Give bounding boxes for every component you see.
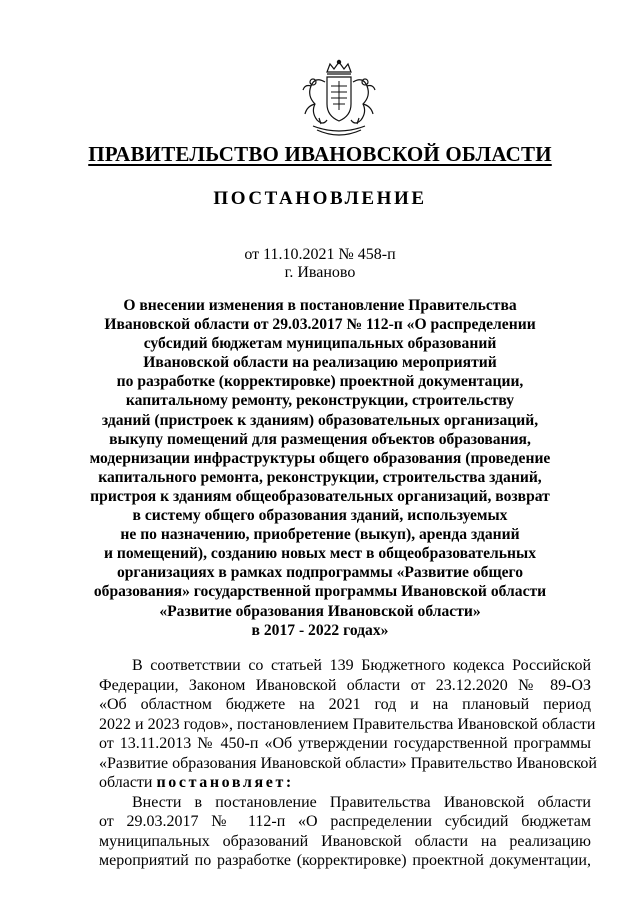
date-block: [0, 246, 640, 282]
organization-name: ПРАВИТЕЛЬСТВО ИВАНОВСКОЙ ОБЛАСТИ: [88, 142, 552, 166]
title-line: организациях в рамках подпрограммы «Развитие общего: [116, 564, 524, 582]
text-line: от 13.11.2013 № 450-п «Об утверждении государственной программы: [99, 735, 591, 752]
title-line: Ивановской области от 29.03.2017 № 112-п «О распределении: [104, 316, 536, 334]
document-title: [60, 296, 580, 640]
paragraph-preamble: [99, 656, 597, 793]
title-line: в систему общего образования зданий, используемых: [132, 507, 508, 525]
title-line: пристроя к зданиям общеобразовательных организаций, возврат: [90, 487, 550, 505]
text-line: от 29.03.2017 № 112-п «О распределении субсидий бюджетам: [99, 813, 591, 830]
title-line: субсидий бюджетам муниципальных образований: [143, 335, 497, 353]
title-line: не по назначению, приобретение (выкуп), аренда зданий: [120, 526, 520, 544]
title-line: модернизации инфраструктуры общего образования (проведение: [89, 449, 551, 467]
title-line: образования» государственной программы Ивановской области: [93, 583, 547, 601]
text-line: 2022 и 2023 годов», постановлением Правительства Ивановской области: [99, 715, 596, 733]
title-line: О внесении изменения в постановление Правительства: [123, 297, 517, 314]
text-line: мероприятий по разработке (корректировке) проектной документации,: [99, 852, 591, 869]
title-line: в 2017 - 2022 годах»: [251, 621, 389, 639]
text-line: муниципальных образований Ивановской области на реализацию: [99, 832, 591, 850]
paragraph-operative: [99, 793, 591, 871]
title-line: капитального ремонта, реконструкции, строительства зданий,: [98, 468, 542, 486]
title-line: по разработке (корректировке) проектной документации,: [116, 373, 524, 391]
text-line: [99, 773, 591, 793]
document-type: ПОСТАНОВЛЕНИЕ: [213, 188, 427, 209]
title-line: и помещений), созданию новых мест в общеобразовательных: [103, 545, 536, 563]
text-line: В соответствии со статьей 139 Бюджетного кодекса Российской: [132, 657, 591, 674]
title-line: выкупу помещений для размещения объектов образования,: [109, 430, 531, 448]
title-line: зданий (пристроек к зданиям) образовательных организаций,: [101, 411, 539, 429]
body-text: [99, 656, 597, 871]
coat-of-arms-icon: [297, 58, 381, 142]
date-number: от 11.10.2021 № 458-п: [244, 246, 396, 263]
text-line: «Об областном бюджете на 2021 год и на плановый период: [99, 696, 591, 713]
title-line: капитальному ремонту, реконструкции, строительству: [125, 392, 515, 410]
text-line: Федерации, Законом Ивановской области от 23.12.2020 № 89-ОЗ: [99, 676, 591, 694]
text-fragment: области: [99, 774, 157, 791]
text-line: «Развитие образования Ивановской области» Правительство Ивановской: [99, 754, 597, 772]
text-line: Внести в постановление Правительства Ивановской области: [132, 793, 591, 811]
title-line: Ивановской области на реализацию мероприятий: [143, 354, 497, 372]
resolves-word: постановляет:: [156, 774, 294, 791]
city: г. Иваново: [284, 264, 356, 281]
title-line: «Развитие образования Ивановской области»: [159, 602, 481, 620]
